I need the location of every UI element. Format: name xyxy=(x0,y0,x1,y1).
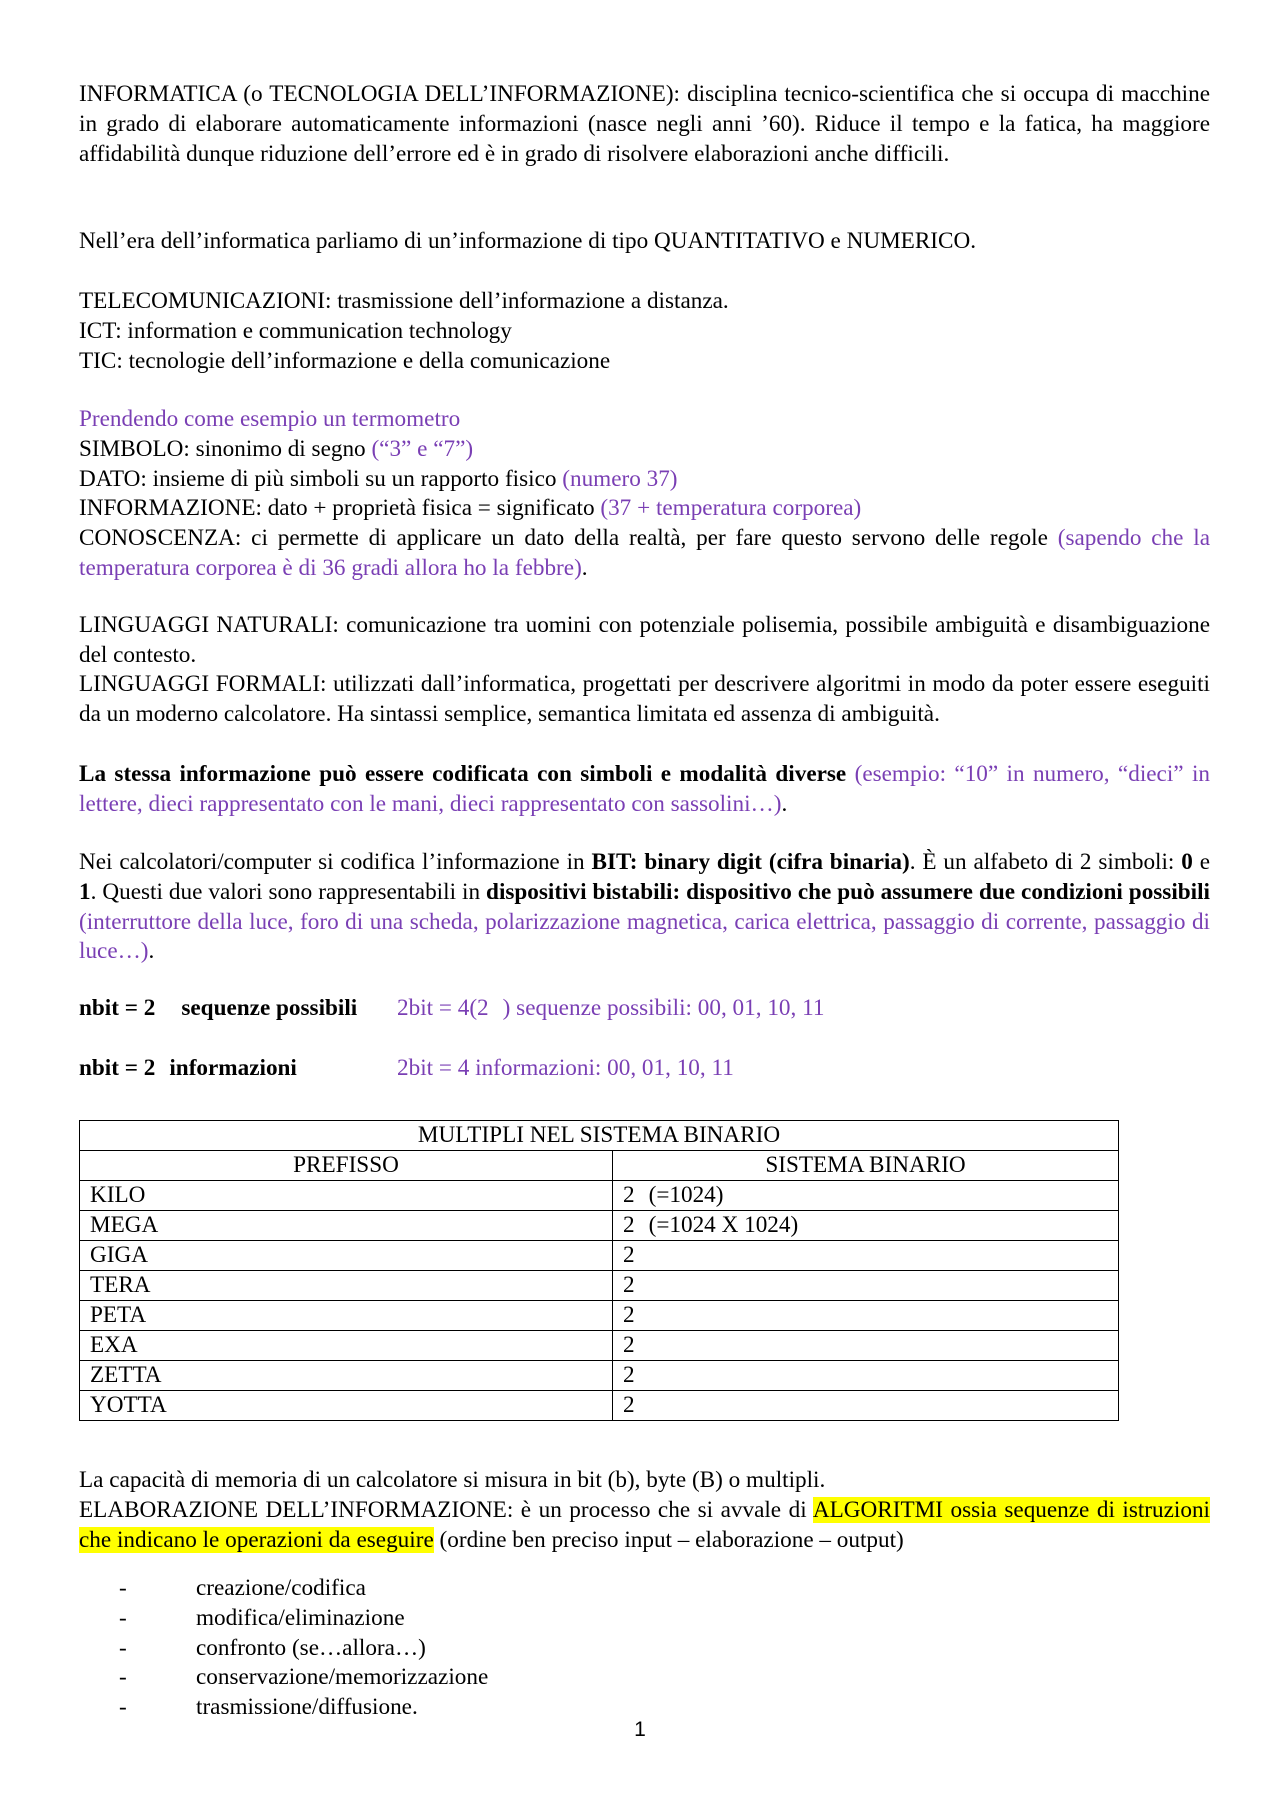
table-row xyxy=(80,1211,1119,1241)
bit-t4: . Questi due valori sono rappresentabili in xyxy=(90,878,481,905)
informazione-line xyxy=(79,494,1210,524)
bullet-dash: - xyxy=(119,1634,127,1661)
linguaggi-formali: LINGUAGGI FORMALI: utilizzati dall’informatica, progettati per descrivere algoritmi in modo da poter essere eseguiti da un moderno calcolatore. Ha sintassi semplice, semantica limitata ed assenza di ambiguità. xyxy=(79,671,1210,727)
bullet-dash: - xyxy=(119,1604,127,1631)
table-title-row xyxy=(80,1121,1119,1151)
coding-example: (esempio: “10” in numero, “dieci” in lettere, dieci rappresentato con le mani, dieci rappresentato con sassolini…) xyxy=(79,761,1210,817)
binary-cell: 2 xyxy=(613,1361,1119,1391)
bit-t3: e xyxy=(1199,849,1211,875)
table-row xyxy=(80,1331,1119,1361)
binary-multiples-table xyxy=(79,1120,1119,1421)
formula1-value-a: 2bit = 4(2 xyxy=(397,995,489,1021)
formula1-label-b: sequenze possibili xyxy=(181,995,358,1021)
bit-t1: Nei calcolatori/computer si codifica l’informazione in xyxy=(79,849,585,875)
bit-end: . xyxy=(148,938,155,965)
bit-b1: BIT: binary digit (cifra binaria) xyxy=(591,849,910,875)
bullet-dash: - xyxy=(119,1694,127,1721)
paragraph-informatica: INFORMATICA (o TECNOLOGIA DELL’INFORMAZIONE): disciplina tecnico-scientifica che si occupa di macchine in grado di elaborare automaticamente informazioni (nasce negli anni ’60). Riduce il tempo e la fatica, ha maggiore affidabilità dunque riduzione dell’errore ed è in grado di risolvere elaborazioni anche difficili. xyxy=(79,81,1210,167)
list-item-text: modifica/eliminazione xyxy=(196,1604,405,1631)
elab-t1: ELABORAZIONE DELL’INFORMAZIONE: è un processo che si avvale di xyxy=(79,1497,807,1523)
formula-sequenze-value xyxy=(397,995,824,1022)
linguaggi-naturali: LINGUAGGI NATURALI: comunicazione tra uomini con potenziale polisemia, possibile ambiguità e disambiguazione del contesto. xyxy=(79,612,1210,668)
formula2-label-b: informazioni xyxy=(169,1055,297,1081)
elab-t2: (ordine ben preciso input – elaborazione – output) xyxy=(439,1526,904,1553)
table-header-sistema: SISTEMA BINARIO xyxy=(613,1151,1119,1181)
table-row xyxy=(80,1241,1119,1271)
line-ict: ICT: information e communication technology xyxy=(79,317,512,344)
table-title: MULTIPLI NEL SISTEMA BINARIO xyxy=(80,1121,1119,1151)
base-value: 2 xyxy=(623,1182,635,1208)
example-intro: Prendendo come esempio un termometro xyxy=(79,406,461,432)
prefix-cell: YOTTA xyxy=(80,1391,613,1421)
prefix-cell: GIGA xyxy=(80,1241,613,1271)
simbolo-example: (“3” e “7”) xyxy=(371,435,474,462)
dato-line xyxy=(79,465,1210,495)
list-item xyxy=(119,1634,488,1664)
simbolo-text: SIMBOLO: sinonimo di segno xyxy=(79,435,366,462)
table-row xyxy=(80,1301,1119,1331)
binary-cell: 2 xyxy=(613,1271,1119,1301)
bit-paragraph xyxy=(79,848,1210,967)
binary-note: (=1024) xyxy=(648,1182,724,1208)
binary-cell: 2 xyxy=(613,1331,1119,1361)
binary-cell xyxy=(613,1181,1119,1211)
base-value: 2 xyxy=(623,1212,635,1238)
prefix-cell: KILO xyxy=(80,1181,613,1211)
table-row xyxy=(80,1361,1119,1391)
binary-note: (=1024 X 1024) xyxy=(648,1212,799,1238)
elaborazione-paragraph xyxy=(79,1496,1210,1556)
dato-text: DATO: insieme di più simboli su un rapporto fisico xyxy=(79,465,557,492)
prefix-cell: EXA xyxy=(80,1331,613,1361)
simbolo-line xyxy=(79,435,1210,465)
coding-bold: La stessa informazione può essere codificata con simboli e modalità diverse xyxy=(79,761,847,787)
paragraph-era-informatica: Nell’era dell’informatica parliamo di un’informazione di tipo QUANTITATIVO e NUMERICO. xyxy=(79,228,977,254)
bullet-dash: - xyxy=(119,1664,127,1691)
binary-cell: 2 xyxy=(613,1391,1119,1421)
conoscenza-end: . xyxy=(581,554,588,581)
page-number: 1 xyxy=(634,1718,646,1741)
table-row xyxy=(80,1391,1119,1421)
paragraph-telecomunicazioni xyxy=(79,287,1210,376)
formula1-label-a: nbit = 2 xyxy=(79,995,156,1021)
list-item-text: conservazione/memorizzazione xyxy=(196,1664,489,1691)
conoscenza-text: CONOSCENZA: ci permette di applicare un dato della realtà, per fare questo servono delle regole xyxy=(79,525,1048,552)
table-row xyxy=(80,1271,1119,1301)
conoscenza-line xyxy=(79,524,1210,584)
list-item xyxy=(119,1604,488,1634)
prefix-cell: MEGA xyxy=(80,1211,613,1241)
coding-end: . xyxy=(781,790,788,817)
list-item xyxy=(119,1663,488,1693)
prefix-cell: PETA xyxy=(80,1301,613,1331)
list-item-text: trasmissione/diffusione. xyxy=(196,1694,418,1721)
bit-example: (interruttore della luce, foro di una scheda, polarizzazione magnetica, carica elettrica, passaggio di corrente, passaggio di luce…) xyxy=(79,908,1210,965)
table-header-prefisso: PREFISSO xyxy=(80,1151,613,1181)
coding-paragraph xyxy=(79,760,1210,820)
formula-informazioni-label xyxy=(79,1055,297,1082)
dato-example: (numero 37) xyxy=(562,465,678,492)
informazione-example: (37 + temperatura corporea) xyxy=(600,495,862,522)
binary-cell: 2 xyxy=(613,1301,1119,1331)
memory-paragraph: La capacità di memoria di un calcolatore si misura in bit (b), byte (B) o multipli. xyxy=(79,1467,826,1493)
bullet-dash: - xyxy=(119,1575,127,1601)
prefix-cell: ZETTA xyxy=(80,1361,613,1391)
algoritmi-highlight: ALGORITMI ossia sequenze di istruzioni che indicano le operazioni da eseguire xyxy=(79,1497,1210,1553)
list-item-text: confronto (se…allora…) xyxy=(196,1634,426,1661)
formula-sequenze-label xyxy=(79,995,357,1022)
table-row xyxy=(80,1181,1119,1211)
bit-t2: . È un alfabeto di 2 simboli: xyxy=(909,849,1175,875)
operations-list xyxy=(119,1574,488,1723)
bit-b4: dispositivi bistabili: dispositivo che può assumere due condizioni possibili xyxy=(486,878,1210,905)
formula-informazioni-value: 2bit = 4 informazioni: 00, 01, 10, 11 xyxy=(397,1055,734,1081)
conoscenza-example: (sapendo che la temperatura corporea è di 36 gradi allora ho la febbre) xyxy=(79,525,1211,581)
bit-b2: 0 xyxy=(1181,849,1193,875)
informazione-text: INFORMAZIONE: dato + proprietà fisica = significato xyxy=(79,495,595,522)
binary-cell xyxy=(613,1211,1119,1241)
table-header-row xyxy=(80,1151,1119,1181)
list-item xyxy=(119,1574,488,1604)
prefix-cell: TERA xyxy=(80,1271,613,1301)
line-telecomunicazioni: TELECOMUNICAZIONI: trasmissione dell’informazione a distanza. xyxy=(79,288,729,314)
line-tic: TIC: tecnologie dell’informazione e della comunicazione xyxy=(79,347,611,374)
formula1-value-b: ) sequenze possibili: 00, 01, 10, 11 xyxy=(502,995,825,1021)
list-item-text: creazione/codifica xyxy=(196,1575,366,1601)
bit-b3: 1 xyxy=(79,878,91,905)
example-block xyxy=(79,405,1210,584)
binary-cell: 2 xyxy=(613,1241,1119,1271)
formula2-label-a: nbit = 2 xyxy=(79,1055,156,1081)
